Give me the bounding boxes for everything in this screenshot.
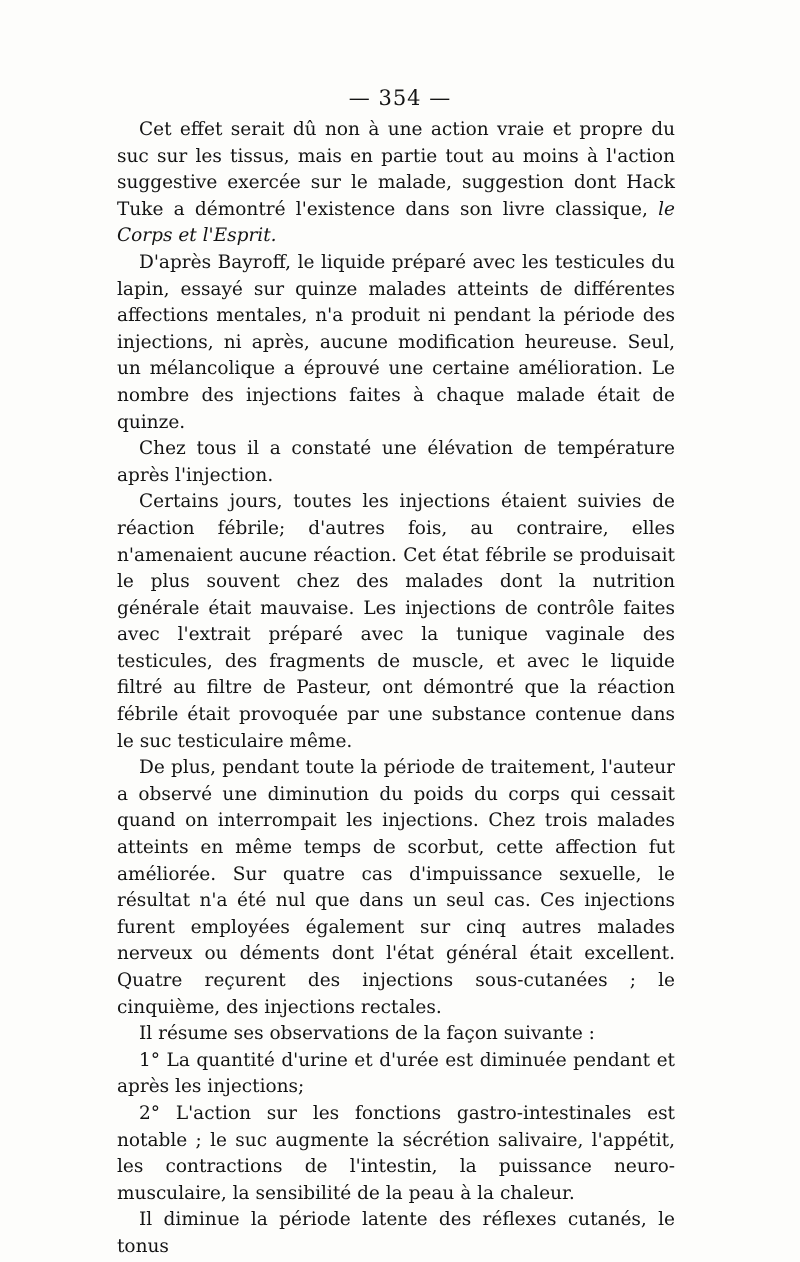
paragraph-summary-intro: Il résume ses observations de la façon suivante : (139, 1023, 595, 1045)
body-text (117, 117, 675, 1261)
page-number: — 354 — (348, 86, 452, 110)
paragraph-suggestion (117, 117, 675, 250)
book-title-italic: le Corps et l'Esprit. (117, 198, 675, 247)
paragraph-suggestion-text: Cet effet serait dû non à une action vraie et propre du suc sur les tissus, mais en partie tout au moins à l'action suggestive exercée sur le malade, suggestion dont Hack Tuke a démontré l'existence dans son livre classique, (117, 119, 675, 220)
paragraph-reflexes: Il diminue la période latente des réflexes cutanés, le tonus (117, 1209, 675, 1257)
paragraph-treatment: De plus, pendant toute la période de traitement, l'auteur a observé une diminution du poids du corps qui cessait quand on interrompait les injections. Chez trois malades atteints en même temps de scorbut, cette affection fut améliorée. Sur quatre cas d'impuissance sexuelle, le résultat n'a été nul que dans un seul cas. Ces injections furent employées également sur cinq autres malades nerveux ou déments dont l'état général était excellent. Quatre reçurent des injections sous-cutanées ; le cinquième, des injections rectales. (117, 757, 675, 1018)
paragraph-point-1: 1° La quantité d'urine et d'urée est diminuée pendant et après les injections; (117, 1049, 675, 1098)
paragraph-reaction: Certains jours, toutes les injections étaient suivies de réaction fébrile; d'autres fois, au contraire, elles n'amenaient aucune réaction. Cet état fébrile se produisait le plus souvent chez des malades dont la nutrition générale était mauvaise. Les injections de contrôle faites avec l'extrait préparé avec la tunique vaginale des testicules, des fragments de muscle, et avec le liquide filtré au filtre de Pasteur, ont démontré que la réaction fébrile était provoquée par une substance contenue dans le suc testiculaire même. (117, 491, 675, 752)
paragraph-temperature: Chez tous il a constaté une élévation de température après l'injection. (117, 438, 675, 486)
paragraph-point-2: 2° L'action sur les fonctions gastro-intestinales est notable ; le suc augmente la sécrétion salivaire, l'appétit, les contractions de l'intestin, la puissance neuro-musculaire, la sensibilité de la peau à la chaleur. (117, 1102, 675, 1204)
paragraph-bayroff: D'après Bayroff, le liquide préparé avec les testicules du lapin, essayé sur quinze malades atteints de différentes affections mentales, n'a produit ni pendant la période des injections, ni après, aucune modification heureuse. Seul, un mélancolique a éprouvé une certaine amélioration. Le nombre des injections faites à chaque malade était de quinze. (117, 251, 675, 433)
